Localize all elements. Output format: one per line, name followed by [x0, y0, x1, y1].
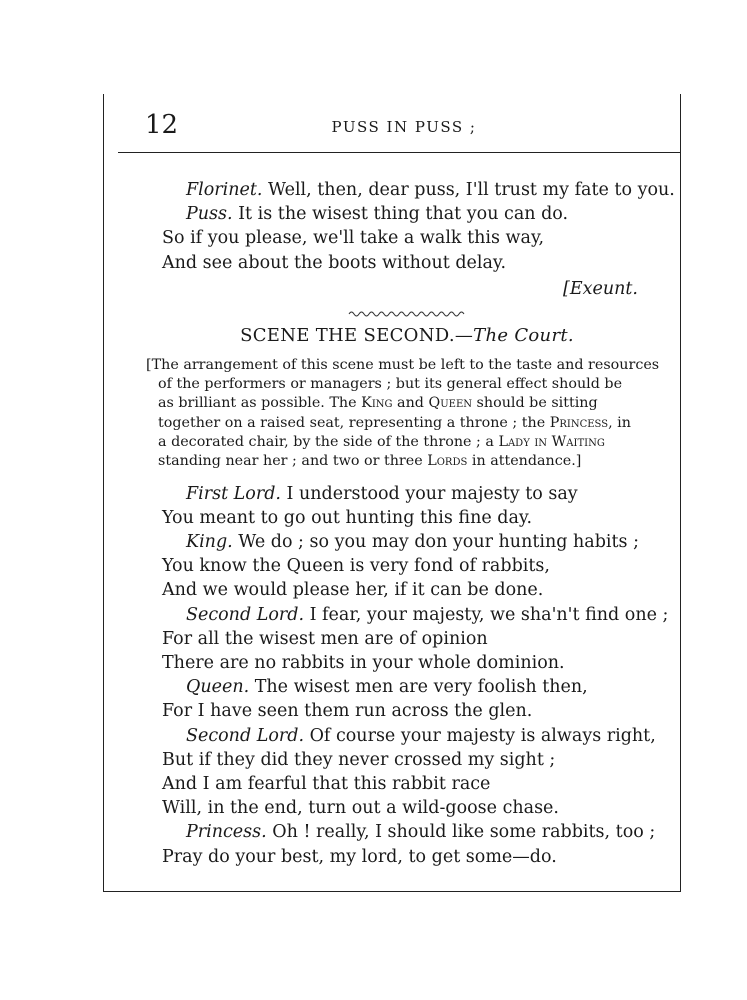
- verse-line: [162, 724, 656, 748]
- stage-direction-line: together on a raised seat, representing a throne ; the Princess, in: [158, 414, 631, 431]
- dialogue: [162, 482, 669, 869]
- line-text: And see about the boots without delay.: [162, 252, 507, 273]
- line-text: And I am fearful that this rabbit race: [162, 774, 491, 795]
- line-text: But if they did they never crossed my sight ;: [162, 749, 556, 770]
- line-text: Well, then, dear puss, I'll trust my fate to you.: [262, 180, 675, 200]
- verse-line: [162, 530, 652, 554]
- header-rule: [118, 152, 681, 153]
- verse-line: [162, 820, 656, 844]
- line-text: For all the wisest men are of opinion: [162, 628, 488, 649]
- opening-verse: [162, 178, 675, 275]
- verse-line: [162, 748, 652, 772]
- verse-line: [162, 202, 652, 226]
- verse-line: [162, 651, 652, 675]
- speaker-name: Queen.: [186, 677, 250, 698]
- verse-line: [162, 772, 652, 796]
- verse-line: [162, 226, 652, 250]
- verse-line: [162, 554, 652, 578]
- wavy-rule-icon: [347, 308, 467, 320]
- running-title: PUSS IN PUSS ;: [331, 118, 477, 136]
- verse-line: [162, 578, 652, 602]
- verse-line: [162, 178, 675, 202]
- line-text: We do ; so you may don your hunting habits ;: [232, 532, 639, 552]
- scene-subtitle: The Court.: [473, 324, 574, 346]
- line-text: The wisest men are very foolish then,: [249, 677, 588, 698]
- verse-line: [162, 675, 652, 699]
- verse-line: [162, 796, 652, 820]
- speaker-name: First Lord.: [186, 483, 281, 504]
- line-text: For I have seen them run across the glen.: [162, 701, 533, 722]
- verse-line: [162, 251, 652, 275]
- stage-direction: [146, 356, 660, 472]
- character-queen: Queen: [428, 395, 472, 412]
- line-text: Of course your majesty is always right,: [304, 725, 656, 746]
- character-lords: Lords: [427, 453, 468, 470]
- stage-direction-line: [The arrangement of this scene must be left to the taste and resources: [146, 356, 660, 373]
- line-text: There are no rabbits in your whole dominion.: [162, 653, 565, 674]
- character-king: King: [361, 395, 393, 412]
- stage-direction-line: of the performers or managers ; but its general effect should be: [158, 376, 623, 393]
- page-number: 12: [145, 110, 179, 140]
- speaker-name: Florinet.: [186, 180, 263, 200]
- verse-line: [162, 506, 652, 530]
- stage-direction-line: as brilliant as possible. The King and Queen should be sitting: [158, 395, 598, 412]
- scene-heading: [162, 325, 652, 346]
- line-text: So if you please, we'll take a walk this way,: [162, 228, 545, 249]
- page-content: [146, 178, 675, 869]
- line-text: It is the wisest thing that you can do.: [232, 204, 569, 225]
- line-text: And we would please her, if it can be done.: [162, 580, 544, 601]
- speaker-name: Second Lord.: [186, 604, 305, 625]
- verse-line: [162, 845, 652, 869]
- character-lady: Lady in Waiting: [498, 434, 605, 450]
- character-princess: Princess: [549, 414, 609, 431]
- line-text: Pray do your best, my lord, to get some—do.: [162, 846, 557, 867]
- stage-direction-line: standing near her ; and two or three Lords in attendance.]: [158, 453, 582, 470]
- exeunt-direction: [Exeunt.: [563, 278, 638, 299]
- speaker-name: Puss.: [186, 204, 233, 225]
- stage-direction-line: a decorated chair, by the side of the throne ; a Lady in Waiting: [158, 434, 605, 450]
- speaker-name: Princess.: [186, 822, 267, 843]
- speaker-name: Second Lord.: [186, 725, 305, 746]
- line-text: I fear, your majesty, we sha'n't find one ;: [304, 604, 669, 625]
- line-text: I understood your majesty to say: [280, 483, 578, 504]
- page-header: [103, 104, 681, 150]
- line-text: You know the Queen is very fond of rabbits,: [162, 556, 550, 577]
- speaker-name: King.: [186, 532, 233, 552]
- line-text: Will, in the end, turn out a wild-goose chase.: [162, 798, 559, 819]
- line-text: You meant to go out hunting this fine day.: [162, 507, 533, 528]
- verse-line: [162, 627, 652, 651]
- verse-line: [162, 603, 669, 627]
- verse-line: [162, 482, 652, 506]
- line-text: Oh ! really, I should like some rabbits, too ;: [266, 822, 656, 843]
- verse-line: [162, 699, 652, 723]
- scene-title: SCENE THE SECOND.—: [240, 324, 474, 346]
- wavy-ornament: [162, 305, 652, 319]
